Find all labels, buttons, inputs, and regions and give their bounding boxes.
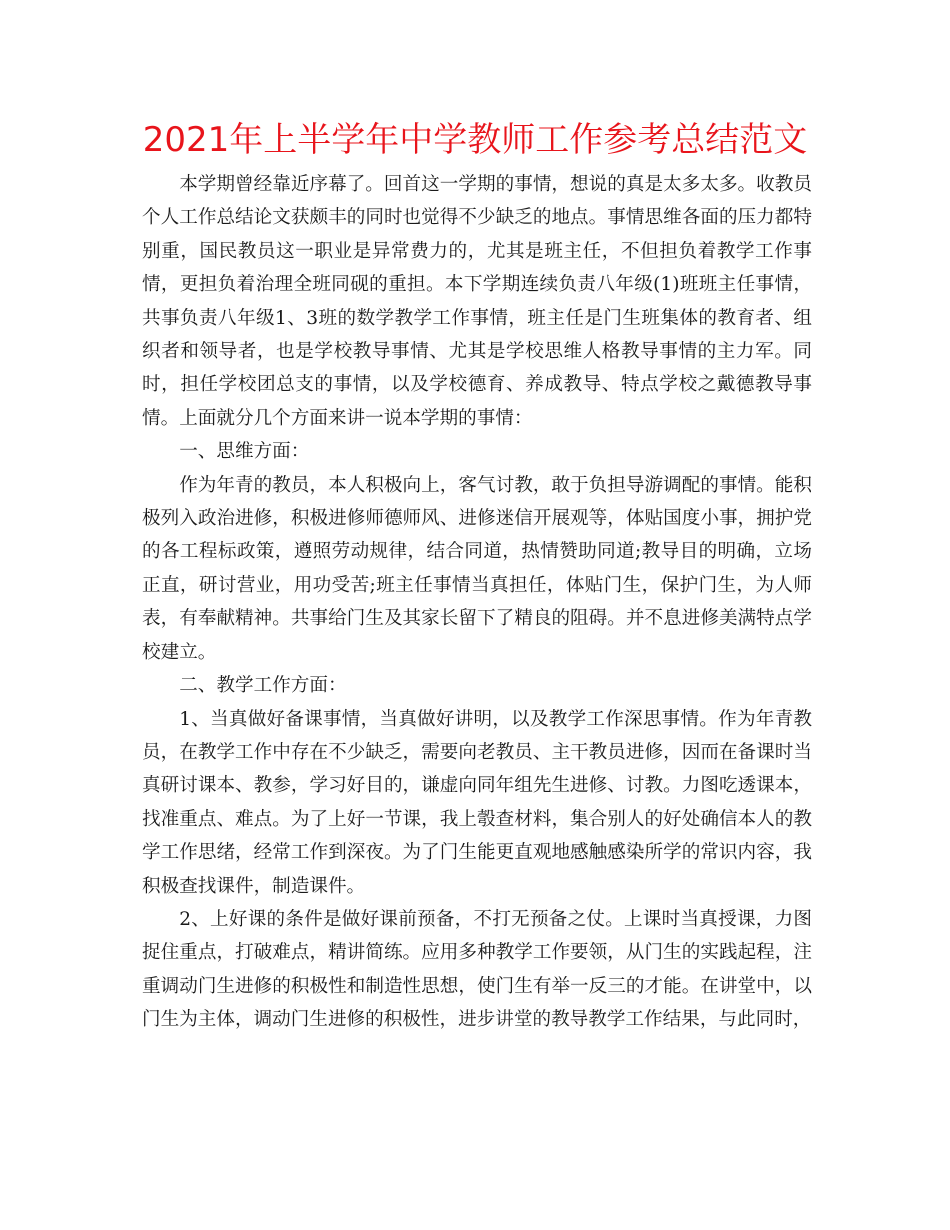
section-heading-teaching: 二、教学工作方面： bbox=[179, 675, 347, 697]
teaching-paragraph-2: 2、上好课的条件是做好课前预备，不打无预备之仗。上课时当真授课，力图捉住重点，打破难点，精讲简练。应用多种教学工作要领，从门生的实践起程，注重调动门生进修的积极性和制造性思想，使门生有举一反三的才能。在讲堂中，以门生为主体，调动门生进修的积极性，进步讲堂的教导教学工作结果，与此同时， bbox=[142, 908, 812, 1031]
document-title: 2021年上半学年中学教师工作参考总结范文 bbox=[142, 120, 808, 160]
section-heading-thinking: 一、思维方面： bbox=[179, 441, 310, 463]
intro-paragraph: 本学期曾经靠近序幕了。回首这一学期的事情，想说的真是太多太多。收教员个人工作总结论文获颇丰的同时也觉得不少缺乏的地点。事情思维各面的压力都特别重，国民教员这一职业是异常费力的，尤其是班主任，不但担负着教学工作事情，更担负着治理全班同砚的重担。本下学期连续负责八年级(1)班班主任事情，共事负责八年级1、3班的数学教学工作事情，班主任是门生班集体的教育者、组织者和领导者，也是学校教导事情、尤其是学校思维人格教导事情的主力军。同时，担任学校团总支的事情，以及学校德育、养成教导、特点学校之戴德教导事情。上面就分几个方面来讲一说本学期的事情： bbox=[142, 174, 812, 429]
thinking-paragraph: 作为年青的教员，本人积极向上，客气讨教，敢于负担导游调配的事情。能积极列入政治进修，积极进修师德师风、进修迷信开展观等，体贴国度小事，拥护党的各工程标政策，遵照劳动规律，结合同道，热情赞助同道;教导目的明确，立场正直，研讨营业，用功受苦;班主任事情当真担任，体贴门生，保护门生，为人师表，有奉献精神。共事给门生及其家长留下了精良的阻碍。并不息进修美满特点学校建立。 bbox=[142, 474, 812, 663]
teaching-paragraph-1: 1、当真做好备课事情，当真做好讲明，以及教学工作深思事情。作为年青教员，在教学工作中存在不少缺乏，需要向老教员、主干教员进修，因而在备课时当真研讨课本、教参，学习好目的，谦虚向同年组先生进修、讨教。力图吃透课本，找准重点、难点。为了上好一节课，我上彀查材料，集合别人的好处确信本人的教学工作思绪，经常工作到深夜。为了门生能更直观地感触感染所学的常识内容，我积极查找课件，制造课件。 bbox=[142, 708, 812, 897]
document-body bbox=[142, 168, 812, 1037]
